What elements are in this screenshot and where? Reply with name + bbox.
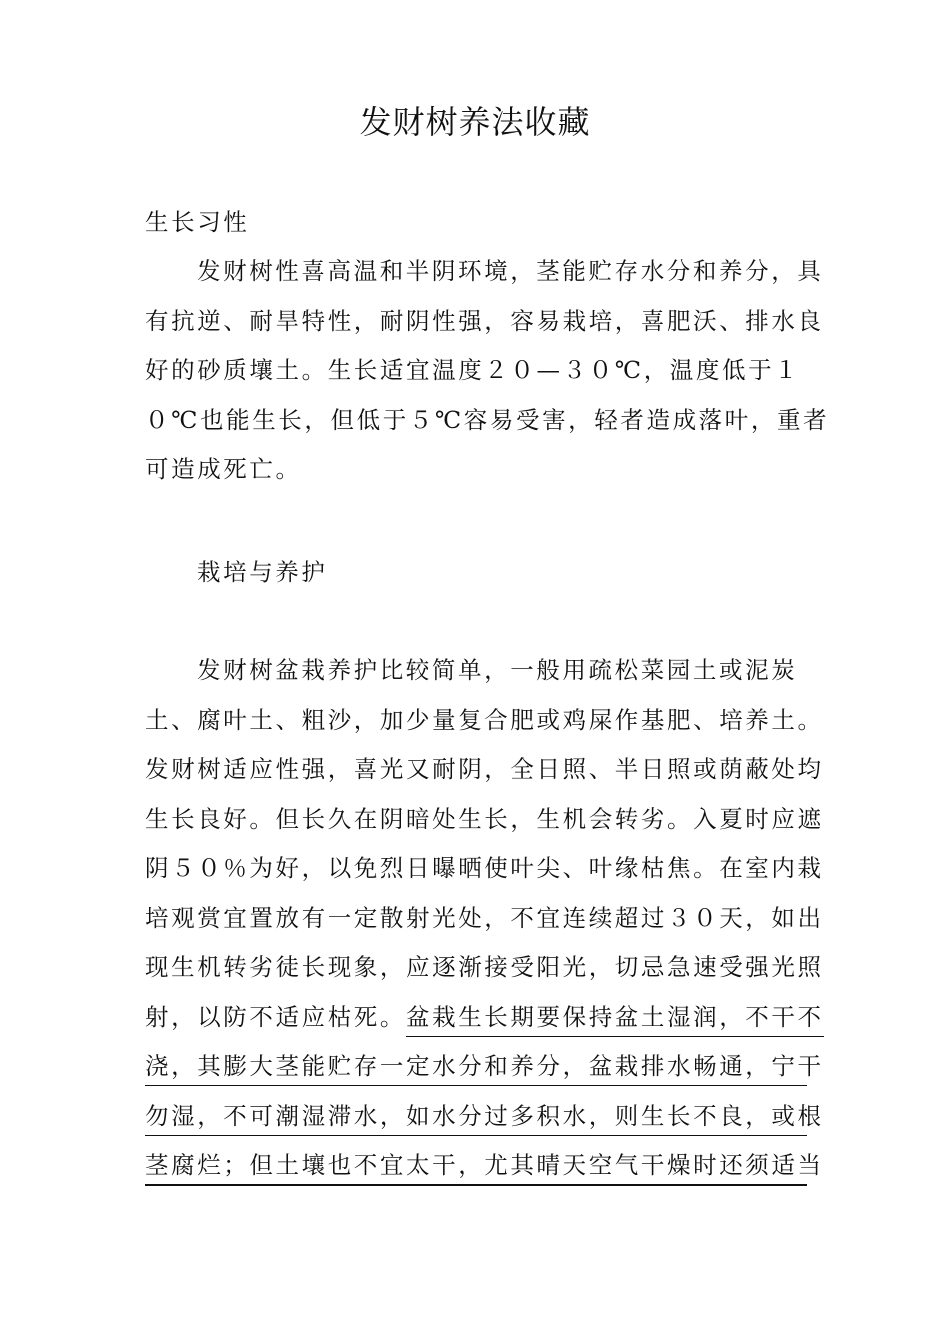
paragraph-growth-habit: [145, 247, 830, 495]
section-heading-cultivation: 栽培与养护: [197, 558, 328, 586]
paragraph-line: 可造成死亡。: [145, 455, 302, 483]
section-cultivation: [145, 548, 815, 598]
paragraph-line-underlined: [145, 1092, 824, 1142]
paragraph-line: 培观赏宜置放有一定散射光处，不宜连续超过３０天，如出: [145, 903, 824, 932]
section-heading-growth-habit: 生长习性: [145, 208, 250, 236]
paragraph-line: 现生机转劣徒长现象，应逐渐接受阳光，切忌急速受强光照: [145, 953, 824, 981]
underlined-text: 浇，其膨大茎能贮存一定水分和养分，盆栽排水畅通，宁干: [145, 1047, 807, 1086]
paragraph-line-mixed: [145, 993, 824, 1043]
paragraph-line: 土、腐叶土、粗沙，加少量复合肥或鸡屎作基肥、培养土。: [145, 705, 824, 734]
paragraph-line: 发财树适应性强，喜光又耐阴，全日照、半日照或荫蔽处均: [145, 755, 824, 783]
paragraph-line-underlined: [145, 1141, 824, 1191]
paragraph-line: 生长良好。但长久在阴暗处生长，生机会转劣。入夏时应遮: [145, 804, 824, 833]
paragraph-line-underlined: [145, 1042, 824, 1092]
paragraph-line: 有抗逆、耐旱特性，耐阴性强，容易栽培，喜肥沃、排水良: [145, 306, 824, 335]
paragraph-line: 发财树盆栽养护比较简单，一般用疏松菜园土或泥炭: [197, 656, 798, 684]
underlined-text: 勿湿，不可潮湿滞水，如水分过多积水，则生长不良，或根: [145, 1097, 807, 1136]
paragraph-line: ０℃也能生长，但低于５℃容易受害，轻者造成落叶，重者: [145, 405, 830, 434]
paragraph-text: 射，以防不适应枯死。: [145, 1002, 406, 1031]
paragraph-line: 发财树性喜高温和半阴环境，茎能贮存水分和养分，具: [197, 257, 824, 285]
paragraph-line: 好的砂质壤土。生长适宜温度２０—３０℃，温度低于１: [145, 356, 801, 384]
section-growth-habit: [145, 198, 815, 248]
underlined-text: 盆栽生长期要保持盆土湿润，不干不: [406, 998, 824, 1037]
paragraph-line: 阴５０％为好，以免烈日曝晒使叶尖、叶缘枯焦。在室内栽: [145, 854, 824, 882]
paragraph-cultivation: [145, 646, 824, 1191]
underlined-text: 茎腐烂；但土壤也不宜太干，尤其晴天空气干燥时还须适当: [145, 1146, 807, 1186]
document-title: 发财树养法收藏: [359, 103, 591, 141]
